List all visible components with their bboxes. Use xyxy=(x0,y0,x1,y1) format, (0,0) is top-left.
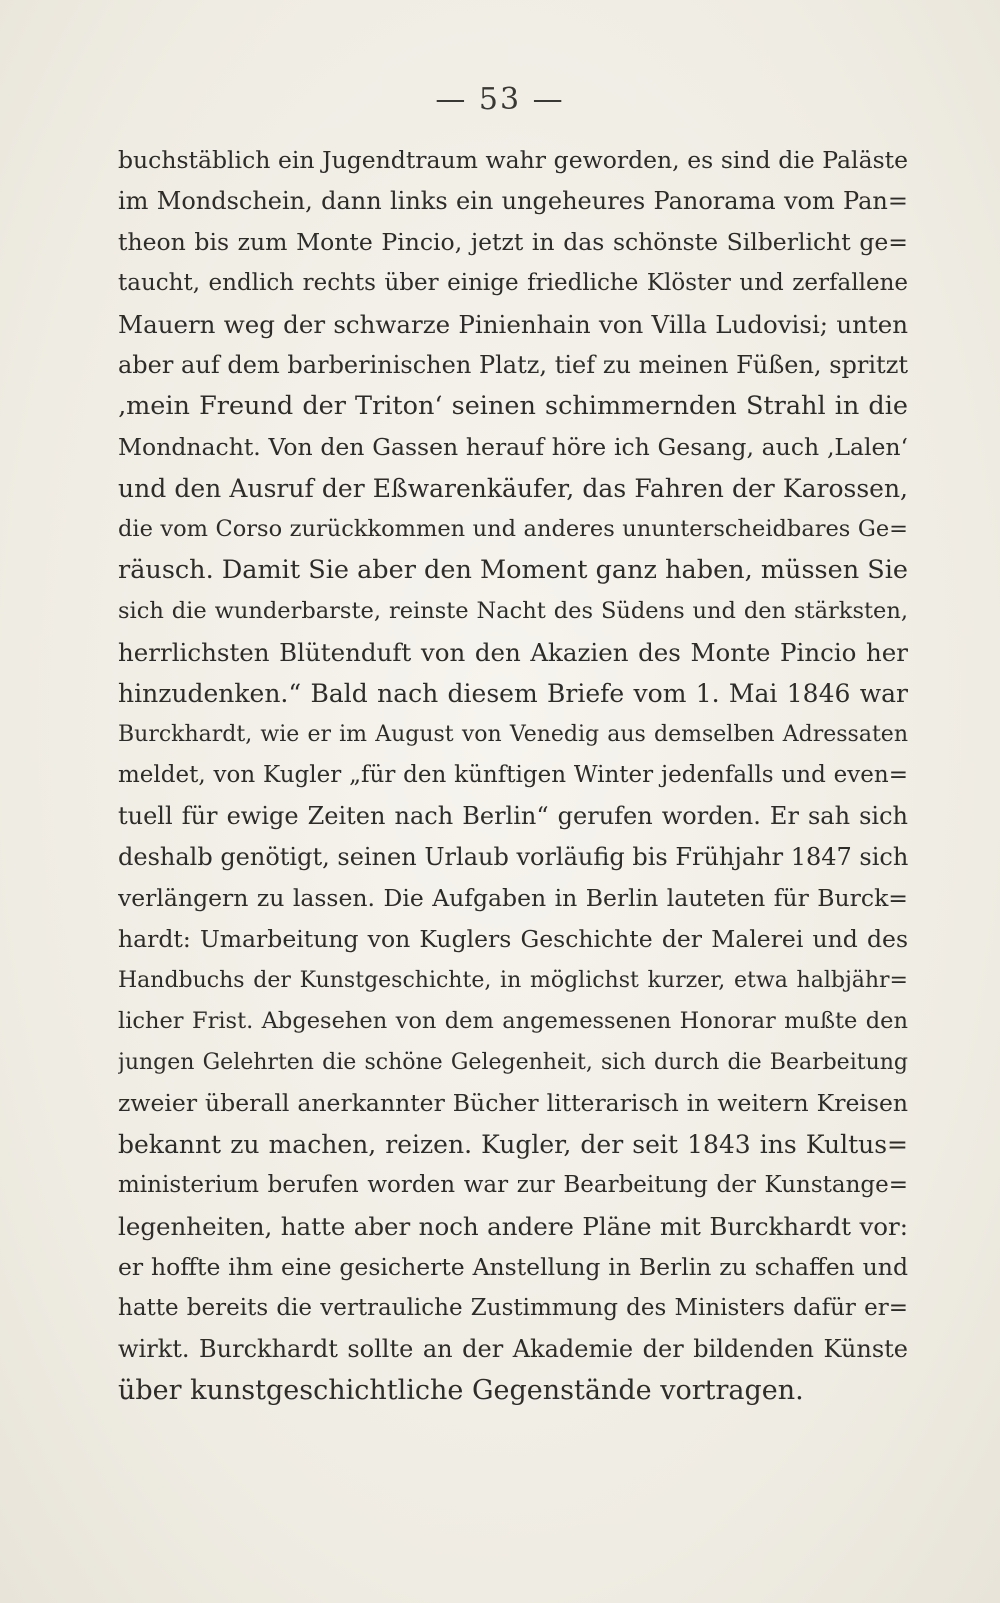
text-line: räusch. Damit Sie aber den Moment ganz haben, müssen Sie xyxy=(118,555,908,585)
text-line: herrlichsten Blütenduft von den Akazien des Monte Pincio her xyxy=(118,638,908,667)
text-line: verlängern zu lassen. Die Aufgaben in Berlin lauteten für Burck= xyxy=(118,884,908,912)
text-line: deshalb genötigt, seinen Urlaub vorläufig bis Frühjahr 1847 sich xyxy=(118,843,908,871)
text-line: buchstäblich ein Jugendtraum wahr geworden, es sind die Paläste xyxy=(118,146,908,174)
text-line: tuell für ewige Zeiten nach Berlin“ gerufen worden. Er sah sich xyxy=(118,802,908,830)
text-line: hinzudenken.“ Bald nach diesem Briefe vom 1. Mai 1846 war xyxy=(118,679,908,708)
text-line: im Mondschein, dann links ein ungeheures Panorama vom Pan= xyxy=(118,187,908,215)
text-line: er hoffte ihm eine gesicherte Anstellung in Berlin zu schaffen und xyxy=(118,1253,908,1281)
text-line: Handbuchs der Kunstgeschichte, in möglichst kurzer, etwa halbjähr= xyxy=(118,968,908,993)
text-line: theon bis zum Monte Pincio, jetzt in das schönste Silberlicht ge= xyxy=(118,228,908,256)
text-line: Burckhardt, wie er im August von Venedig aus demselben Adressaten xyxy=(118,722,908,747)
text-line: sich die wunderbarste, reinste Nacht des Südens und den stärksten, xyxy=(118,598,908,624)
text-line: hatte bereits die vertrauliche Zustimmung des Ministers dafür er= xyxy=(118,1295,908,1321)
text-line: ‚mein Freund der Triton‘ seinen schimmernden Strahl in die xyxy=(118,391,908,421)
text-line: über kunstgeschichtliche Gegenstände vortragen. xyxy=(118,1375,804,1406)
text-line: Mauern weg der schwarze Pinienhain von Villa Ludovisi; unten xyxy=(118,310,908,339)
text-line: die vom Corso zurückkommen und anderes ununterscheidbares Ge= xyxy=(118,516,908,542)
text-line: zweier überall anerkannter Bücher litterarisch in weitern Kreisen xyxy=(118,1089,908,1117)
text-line: licher Frist. Abgesehen von dem angemessenen Honorar mußte den xyxy=(118,1008,908,1034)
text-line: aber auf dem barberinischen Platz, tief zu meinen Füßen, spritzt xyxy=(118,351,908,379)
text-line: und den Ausruf der Eßwarenkäufer, das Fahren der Karossen, xyxy=(118,474,908,503)
text-line: legenheiten, hatte aber noch andere Pläne mit Burckhardt vor: xyxy=(118,1212,908,1241)
text-line: bekannt zu machen, reizen. Kugler, der seit 1843 ins Kultus= xyxy=(118,1130,908,1159)
text-line: jungen Gelehrten die schöne Gelegenheit, sich durch die Bearbeitung xyxy=(118,1050,908,1075)
text-line: hardt: Umarbeitung von Kuglers Geschichte der Malerei und des xyxy=(118,925,908,953)
text-line: meldet, von Kugler „für den künftigen Winter jedenfalls und even= xyxy=(118,762,908,788)
text-line: taucht, endlich rechts über einige friedliche Klöster und zerfallene xyxy=(118,270,908,296)
page-number: — 53 — xyxy=(435,82,565,117)
body-text xyxy=(118,140,908,1411)
text-line: wirkt. Burckhardt sollte an der Akademie der bildenden Künste xyxy=(118,1335,908,1363)
text-line: ministerium berufen worden war zur Bearbeitung der Kunstange= xyxy=(118,1172,908,1198)
text-line: Mondnacht. Von den Gassen herauf höre ich Gesang, auch ‚Lalen‘ xyxy=(118,433,908,461)
